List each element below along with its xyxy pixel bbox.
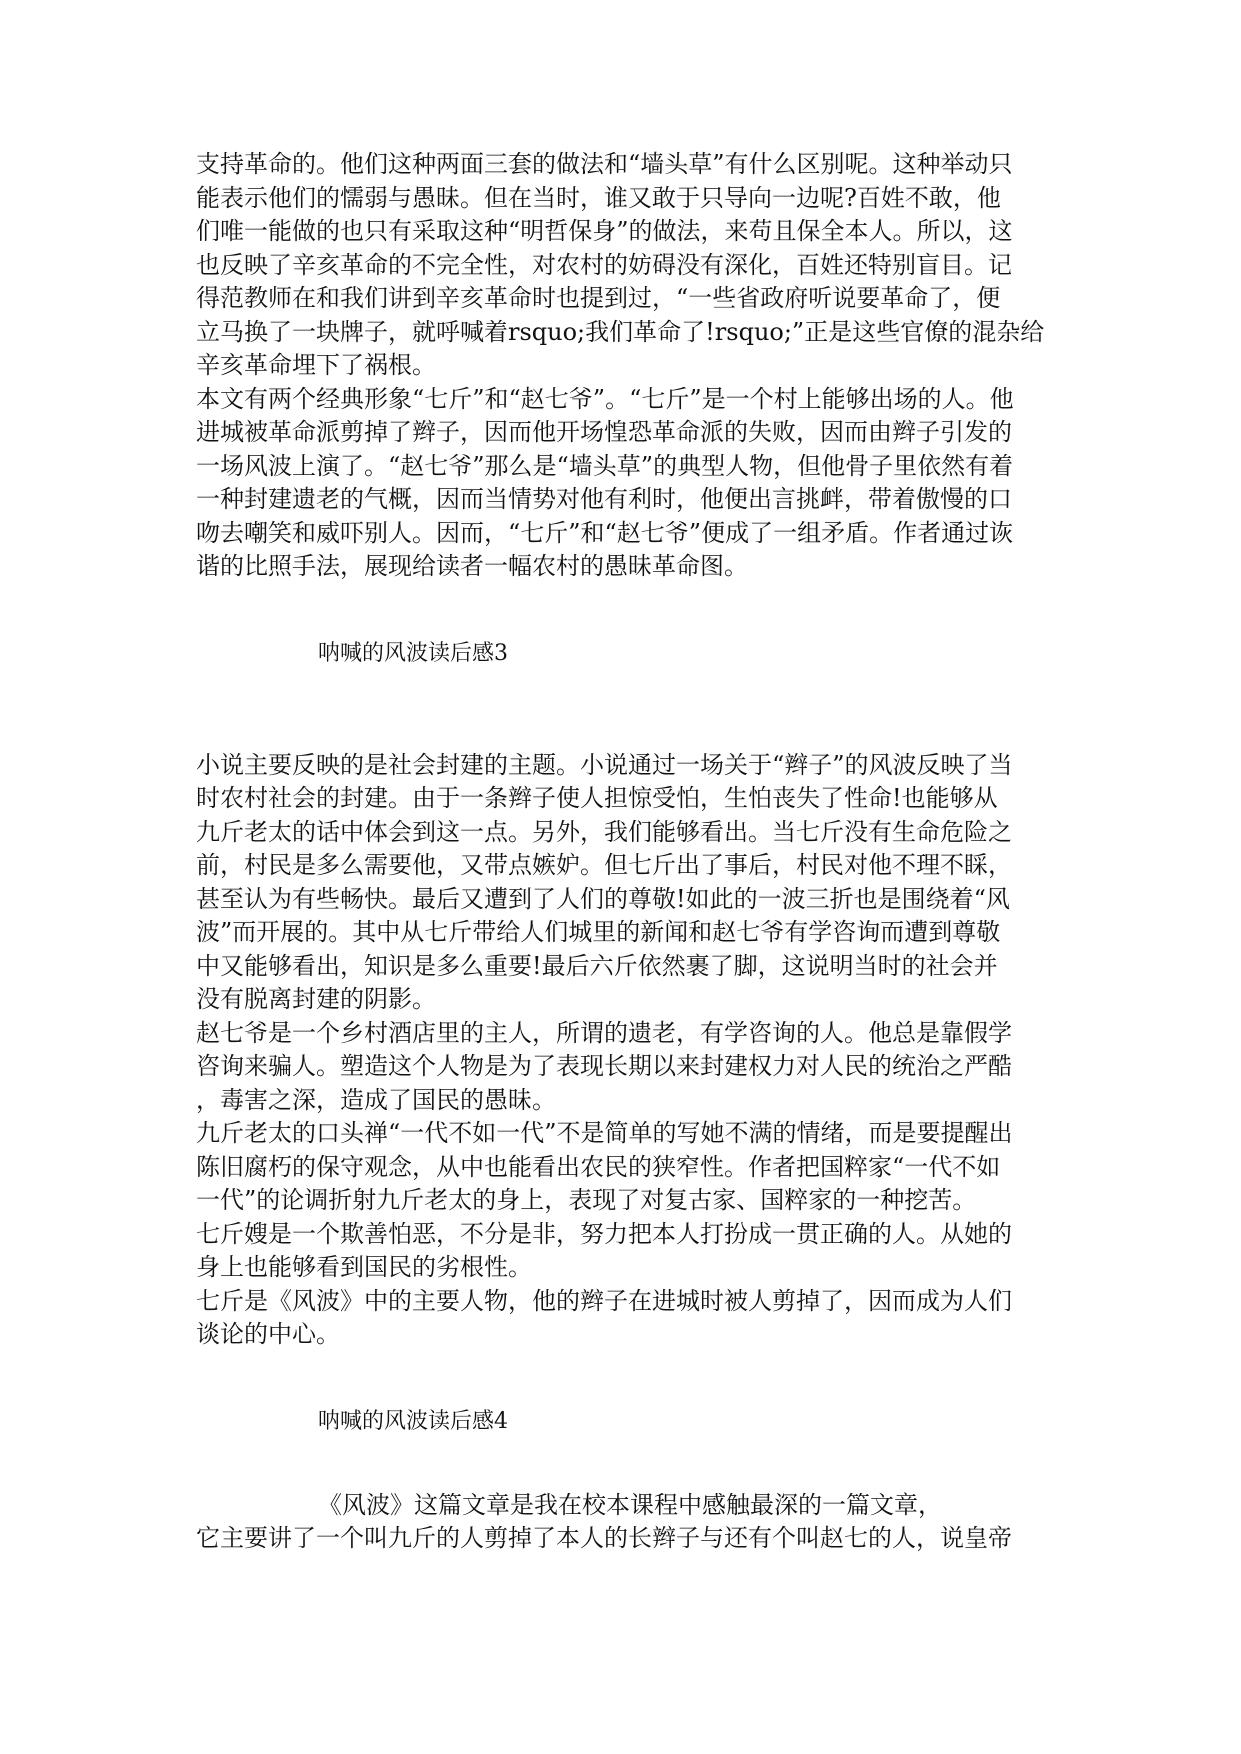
paragraph bbox=[196, 383, 1046, 584]
text-line: 们唯一能做的也只有采取这种“明哲保身”的做法，来苟且保全本人。所以，这 bbox=[196, 217, 1013, 245]
text-line: 前，村民是多么需要他，又带点嫉妒。但七斤出了事后，村民对他不理不睬， bbox=[196, 851, 1012, 879]
text-line: 辛亥革命埋下了祸根。 bbox=[196, 351, 436, 379]
text-line: 陈旧腐朽的保守观念，从中也能看出农民的狭窄性。作者把国粹家“一代不如 bbox=[196, 1152, 1001, 1181]
text-line: 甚至认为有些畅快。最后又遭到了人们的尊敬!如此的一波三折也是围绕着“风 bbox=[196, 884, 1010, 913]
text-line: ，毒害之深，造成了国民的愚昧。 bbox=[196, 1085, 556, 1114]
text-line: 时农村社会的封建。由于一条辫子使人担惊受怕，生怕丧失了性命!也能够从 bbox=[196, 784, 998, 812]
text-line: 本文有两个经典形象“七斤”和“赵七爷”。“七斤”是一个村上能够出场的人。他 bbox=[196, 384, 1014, 413]
text-line: 能表示他们的懦弱与愚昧。但在当时，谁又敢于只导向一边呢?百姓不敢，他 bbox=[196, 183, 1001, 212]
text-line: 《风波》这篇文章是我在校本课程中感触最深的一篇文章， bbox=[318, 1490, 942, 1519]
text-line: 七斤是《风波》中的主要人物，他的辫子在进城时被人剪掉了，因而成为人们 bbox=[196, 1286, 1012, 1315]
text-line: 也反映了辛亥革命的不完全性，对农村的妨碍没有深化，百姓还特别盲目。记 bbox=[196, 250, 1012, 279]
paragraph bbox=[196, 1117, 1046, 1218]
text-line: 得范教师在和我们讲到辛亥革命时也提到过，“一些省政府听说要革命了，便 bbox=[196, 284, 1001, 312]
text-line: 一种封建遗老的气概，因而当情势对他有利时，他便出言挑衅，带着傲慢的口 bbox=[196, 485, 1012, 513]
text-line: 赵七爷是一个乡村酒店里的主人，所谓的遗老，有学咨询的人。他总是靠假学 bbox=[196, 1018, 1012, 1047]
text-line: 立马换了一块牌子，就呼喊着rsquo;我们革命了!rsquo;”正是这些官僚的混杂给 bbox=[196, 317, 1045, 346]
text-line: 支持革命的。他们这种两面三套的做法和“墙头草”有什么区别呢。这种举动只 bbox=[196, 150, 1013, 178]
text-line: 中又能够看出，知识是多么重要!最后六斤依然裹了脚，这说明当时的社会并 bbox=[196, 951, 998, 980]
text-line: 九斤老太的口头禅“一代不如一代”不是简单的写她不满的情绪，而是要提醒出 bbox=[196, 1119, 1013, 1147]
paragraph bbox=[196, 1017, 1046, 1118]
section-heading: 呐喊的风波读后感4 bbox=[318, 1408, 508, 1434]
paragraph bbox=[196, 1285, 1046, 1352]
text-line: 七斤嫂是一个欺善怕恶，不分是非，努力把本人打扮成一贯正确的人。从她的 bbox=[196, 1219, 1012, 1248]
text-line: 它主要讲了一个叫九斤的人剪掉了本人的长辫子与还有个叫赵七的人，说皇帝 bbox=[196, 1524, 1012, 1552]
paragraph bbox=[196, 1218, 1046, 1285]
section-heading: 呐喊的风波读后感3 bbox=[318, 640, 508, 666]
text-line: 进城被革命派剪掉了辫子，因而他开场惶恐革命派的失败，因而由辫子引发的 bbox=[196, 418, 1012, 446]
paragraph bbox=[196, 1489, 1046, 1556]
text-line: 波”而开展的。其中从七斤带给人们城里的新闻和赵七爷有学咨询而遭到尊敬 bbox=[196, 918, 1001, 946]
text-line: 一代”的论调折射九斤老太的身上，表现了对复古家、国粹家的一种挖苦。 bbox=[196, 1186, 977, 1214]
paragraph bbox=[196, 148, 1046, 383]
text-line: 九斤老太的话中体会到这一点。另外，我们能够看出。当七斤没有生命危险之 bbox=[196, 817, 1012, 846]
text-line: 没有脱离封建的阴影。 bbox=[196, 985, 436, 1013]
text-line: 吻去嘲笑和威吓别人。因而，“七斤”和“赵七爷”便成了一组矛盾。作者通过诙 bbox=[196, 518, 1014, 547]
paragraph bbox=[196, 749, 1046, 1017]
text-line: 一场风波上演了。“赵七爷”那么是“墙头草”的典型人物，但他骨子里依然有着 bbox=[196, 451, 1014, 480]
text-line: 身上也能够看到国民的劣根性。 bbox=[196, 1253, 532, 1281]
text-line: 咨询来骗人。塑造这个人物是为了表现长期以来封建权力对人民的统治之严酷 bbox=[196, 1052, 1012, 1080]
text-line: 谈论的中心。 bbox=[196, 1320, 340, 1348]
document-page bbox=[196, 148, 1046, 1556]
text-line: 小说主要反映的是社会封建的主题。小说通过一场关于“辫子”的风波反映了当 bbox=[196, 750, 1013, 779]
text-line: 谐的比照手法，展现给读者一幅农村的愚昧革命图。 bbox=[196, 552, 748, 580]
